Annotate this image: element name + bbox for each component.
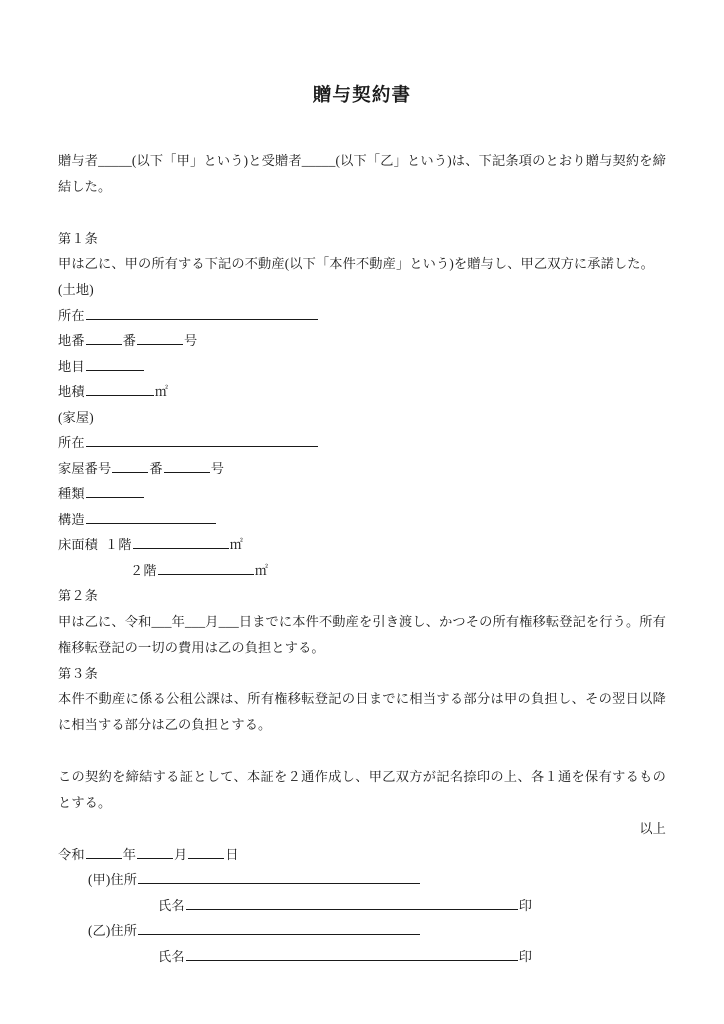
land-lot-unit-1: 番 [122,333,137,349]
closing-statement: この契約を締結する証として、本証を２通作成し、甲乙双方が記名捺印の上、各１通を保有するものとする。 [58,769,666,811]
spacer [58,738,666,764]
land-area-row [58,379,666,405]
spacer [58,200,666,226]
house-floor-2-label: ２階 [130,562,157,578]
house-floor-2-unit: ㎡ [254,562,269,578]
party-a-address-label: (甲)住所 [88,872,138,888]
party-a-address-blank[interactable] [138,871,420,884]
land-category-blank[interactable] [86,358,144,371]
party-a-name-blank[interactable] [186,897,518,910]
house-structure-label: 構造 [58,511,85,527]
document-body [58,84,666,969]
house-sub-blank[interactable] [164,460,210,473]
land-category-label: 地目 [58,358,85,374]
article-1-heading: 第１条 [58,230,99,246]
land-location-label: 所在 [58,307,85,323]
party-b-address-label: (乙)住所 [88,923,138,939]
article-3-body: 本件不動産に係る公租公課は、所有権移転登記の日までに相当する部分は甲の負担し、その翌日以降に相当する部分は乙の負担とする。 [58,691,666,733]
land-lot-label: 地番 [58,333,85,349]
signature-month-label: 月 [174,846,188,862]
house-floor-2-blank[interactable] [158,562,254,575]
signature-month-blank[interactable] [137,846,173,859]
signature-date-row [58,842,666,868]
intro-paragraph: 贈与者_____(以下「甲」という)と受贈者_____(以下「乙」という)は、下記条項のとおり贈与契約を締結した。 [58,152,666,194]
house-floor-1-label: １階 [104,537,132,553]
land-category-row [58,354,666,380]
party-a-address-row [58,867,666,893]
party-b-address-row [58,918,666,944]
signature-year-label: 年 [122,846,137,862]
signature-day-blank[interactable] [188,846,224,859]
land-area-unit: ㎡ [154,384,169,400]
house-type-blank[interactable] [86,485,144,498]
house-structure-row [58,507,666,533]
house-structure-blank[interactable] [86,511,216,524]
house-floor-area-row-1 [58,532,666,558]
house-floor-1-unit: ㎡ [229,537,243,553]
party-b-name-blank[interactable] [186,948,518,961]
land-lot-unit-2: 号 [184,333,198,349]
party-b-name-row [58,944,666,970]
party-b-seal-mark: 印 [518,948,533,964]
house-location-blank[interactable] [86,434,318,447]
land-area-blank[interactable] [86,383,154,396]
article-2-body: 甲は乙に、令和___年___月___日までに本件不動産を引き渡し、かつその所有権移転登記を行う。所有権移転登記の一切の費用は乙の負担とする。 [58,613,666,655]
house-unit-1: 番 [149,460,163,476]
land-lot-number-blank[interactable] [86,332,122,345]
party-b-address-blank[interactable] [138,922,420,935]
house-floor-1-blank[interactable] [133,536,229,549]
page-title: 贈与契約書 [312,86,412,106]
house-floor-area-row-2 [58,558,666,584]
land-area-label: 地積 [58,384,85,400]
signature-year-blank[interactable] [86,846,122,859]
house-type-label: 種類 [58,486,85,502]
house-unit-2: 号 [210,460,225,476]
party-b-name-label: 氏名 [158,948,185,964]
house-number-label: 家屋番号 [58,460,112,476]
signature-era-label: 令和 [58,846,85,862]
house-type-row [58,481,666,507]
house-section-label: (家屋) [58,409,94,425]
end-mark: 以上 [639,821,666,837]
land-section-label: (土地) [58,282,94,298]
article-2-heading: 第２条 [58,588,99,604]
land-lot-sub-blank[interactable] [137,332,183,345]
party-a-seal-mark: 印 [518,897,533,913]
house-number-row [58,456,666,482]
house-floor-area-label: 床面積 [58,537,99,553]
article-1-body: 甲は乙に、甲の所有する下記の不動産(以下「本件不動産」という)を贈与し、甲乙双方に承諾した。 [58,256,654,272]
article-3-heading: 第３条 [58,665,99,681]
house-location-row [58,430,666,456]
land-lot-row [58,328,666,354]
land-location-row [58,303,666,329]
party-a-name-row [58,893,666,919]
land-location-blank[interactable] [86,307,318,320]
party-a-name-label: 氏名 [158,897,185,913]
signature-day-label: 日 [225,846,239,862]
house-location-label: 所在 [58,435,85,451]
house-number-blank[interactable] [112,460,148,473]
